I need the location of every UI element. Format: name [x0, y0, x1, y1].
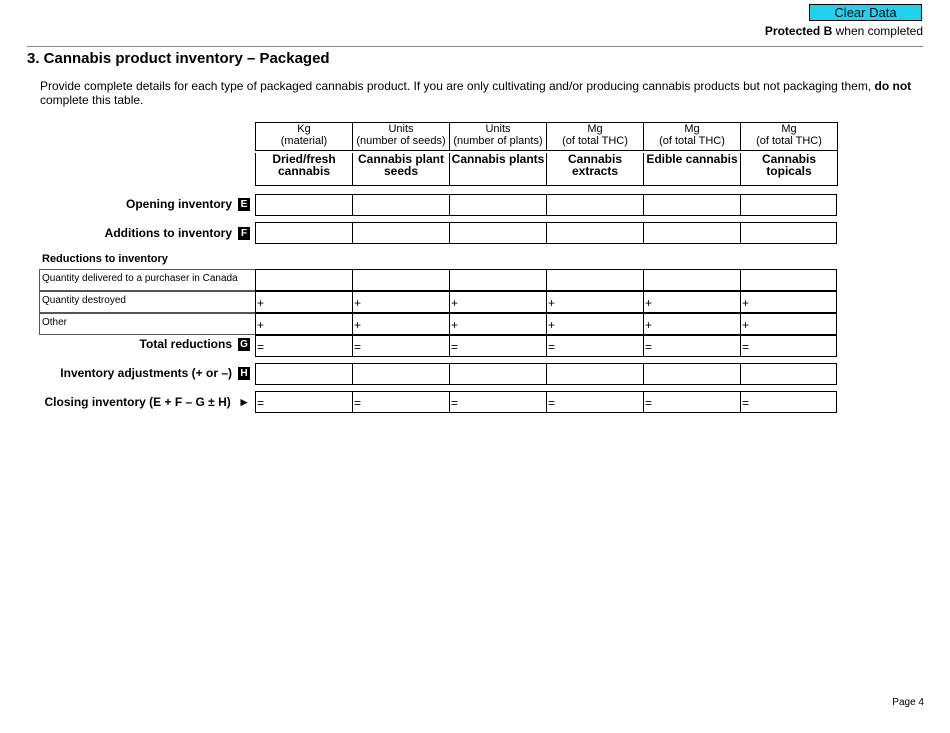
opening-input-3[interactable] — [449, 194, 547, 216]
badge-h: H — [238, 367, 250, 380]
delivered-input-5[interactable] — [643, 269, 741, 291]
column-name-line2: cannabis — [277, 164, 331, 178]
operator-sign: + — [548, 296, 556, 310]
column-unit: Kg — [297, 123, 311, 135]
delivered-input-6[interactable] — [740, 269, 837, 291]
opening-inventory-label — [126, 197, 250, 211]
column-unit: Units — [388, 123, 414, 135]
delivered-label: Quantity delivered to a purchaser in Canada — [39, 269, 256, 291]
column-name-header — [352, 153, 449, 186]
opening-input-4[interactable] — [546, 194, 644, 216]
operator-sign: = — [451, 340, 459, 354]
operator-sign: + — [548, 318, 556, 332]
operator-sign: + — [451, 296, 459, 310]
other-input-2[interactable] — [352, 313, 450, 335]
operator-sign: + — [645, 296, 653, 310]
page-number: Page 4 — [892, 697, 924, 708]
destroyed-input-6[interactable] — [740, 291, 837, 313]
other-label: Other — [39, 313, 256, 335]
column-unit-note: (number of seeds) — [356, 135, 446, 147]
adjustments-label — [60, 366, 250, 380]
operator-sign: = — [548, 396, 556, 410]
column-name-line1: Cannabis plant — [357, 152, 444, 166]
column-name-line1: Cannabis extracts — [567, 152, 622, 178]
operator-sign: = — [742, 396, 750, 410]
closing-input-5[interactable] — [643, 391, 741, 413]
adjustments-text: Inventory adjustments (+ or –) — [60, 366, 232, 380]
destroyed-input-2[interactable] — [352, 291, 450, 313]
section-intro — [40, 79, 920, 107]
intro-bold: do not — [874, 79, 912, 93]
total-reductions-input-4[interactable] — [546, 335, 644, 357]
column-unit-note: (of total THC) — [562, 135, 628, 147]
column-unit-note: (number of plants) — [453, 135, 543, 147]
column-unit: Mg — [781, 123, 797, 135]
adjustments-input-6[interactable] — [740, 363, 837, 385]
badge-g: G — [238, 338, 250, 351]
column-unit-header — [255, 123, 352, 150]
total-reductions-input-2[interactable] — [352, 335, 450, 357]
operator-sign: = — [451, 396, 459, 410]
delivered-input-2[interactable] — [352, 269, 450, 291]
additions-inventory-text: Additions to inventory — [104, 226, 232, 240]
operator-sign: = — [742, 340, 750, 354]
operator-sign: = — [257, 340, 265, 354]
column-unit-header — [740, 123, 837, 150]
closing-input-3[interactable] — [449, 391, 547, 413]
additions-input-1[interactable] — [255, 222, 353, 244]
operator-sign: = — [645, 396, 653, 410]
column-unit-header — [546, 123, 643, 150]
column-name-header — [255, 153, 352, 186]
reductions-heading: Reductions to inventory — [42, 253, 168, 265]
column-name-line1: Cannabis topicals — [761, 152, 816, 178]
column-name-line2: seeds — [383, 164, 419, 178]
column-unit: Mg — [684, 123, 700, 135]
delivered-input-4[interactable] — [546, 269, 644, 291]
header-divider — [27, 46, 923, 47]
protected-note: when completed — [835, 24, 923, 38]
closing-input-4[interactable] — [546, 391, 644, 413]
opening-input-1[interactable] — [255, 194, 353, 216]
additions-input-3[interactable] — [449, 222, 547, 244]
intro-text: Provide complete details for each type of packaged cannabis product. If you are only cultivating and/or producing cannabis products but not packaging them, — [40, 79, 872, 93]
column-name-line1: Dried/fresh — [272, 152, 336, 166]
opening-input-6[interactable] — [740, 194, 837, 216]
delivered-input-3[interactable] — [449, 269, 547, 291]
destroyed-label: Quantity destroyed — [39, 291, 256, 313]
closing-inventory-text: Closing inventory (E + F – G ± H) — [44, 395, 231, 409]
closing-input-1[interactable] — [255, 391, 353, 413]
other-input-1[interactable] — [255, 313, 353, 335]
total-reductions-text: Total reductions — [139, 337, 232, 351]
destroyed-input-1[interactable] — [255, 291, 353, 313]
column-unit-header — [449, 123, 546, 150]
badge-f: F — [238, 227, 250, 240]
opening-inventory-text: Opening inventory — [125, 197, 232, 211]
column-unit: Mg — [587, 123, 603, 135]
protected-label: Protected B — [764, 24, 833, 38]
destroyed-input-4[interactable] — [546, 291, 644, 313]
column-unit-header — [643, 123, 740, 150]
other-input-4[interactable] — [546, 313, 644, 335]
column-name-header — [643, 153, 740, 186]
operator-sign: = — [257, 396, 265, 410]
destroyed-input-3[interactable] — [449, 291, 547, 313]
adjustments-input-2[interactable] — [352, 363, 450, 385]
column-name-header — [740, 153, 837, 186]
column-name-header — [546, 153, 643, 186]
column-name-line1: Edible cannabis — [646, 152, 738, 166]
total-reductions-input-6[interactable] — [740, 335, 837, 357]
column-name-header — [449, 153, 546, 186]
column-name-line1: Cannabis plants — [451, 152, 545, 166]
operator-sign: + — [354, 296, 362, 310]
delivered-input-1[interactable] — [255, 269, 353, 291]
operator-sign: + — [742, 318, 750, 332]
operator-sign: = — [548, 340, 556, 354]
other-input-3[interactable] — [449, 313, 547, 335]
operator-sign: = — [354, 396, 362, 410]
operator-sign: + — [645, 318, 653, 332]
clear-data-button[interactable]: Clear Data — [809, 4, 922, 21]
closing-arrow-icon: ► — [238, 395, 250, 409]
operator-sign: + — [742, 296, 750, 310]
total-reductions-input-1[interactable] — [255, 335, 353, 357]
total-reductions-input-3[interactable] — [449, 335, 547, 357]
additions-input-6[interactable] — [740, 222, 837, 244]
operator-sign: + — [257, 296, 265, 310]
operator-sign: = — [645, 340, 653, 354]
column-unit-note: (of total THC) — [756, 135, 822, 147]
opening-input-5[interactable] — [643, 194, 741, 216]
additions-input-4[interactable] — [546, 222, 644, 244]
additions-input-2[interactable] — [352, 222, 450, 244]
operator-sign: + — [451, 318, 459, 332]
column-unit-note: (of total THC) — [659, 135, 725, 147]
badge-e: E — [238, 198, 250, 211]
closing-input-6[interactable] — [740, 391, 837, 413]
total-reductions-input-5[interactable] — [643, 335, 741, 357]
operator-sign: + — [257, 318, 265, 332]
other-input-6[interactable] — [740, 313, 837, 335]
column-unit-note: (material) — [280, 135, 328, 147]
operator-sign: = — [354, 340, 362, 354]
other-input-5[interactable] — [643, 313, 741, 335]
additions-inventory-label — [105, 226, 250, 240]
protected-status — [765, 24, 923, 38]
destroyed-input-5[interactable] — [643, 291, 741, 313]
operator-sign: + — [354, 318, 362, 332]
intro-tail: complete this table. — [40, 93, 144, 107]
adjustments-input-4[interactable] — [546, 363, 644, 385]
column-header-divider — [255, 150, 838, 151]
opening-input-2[interactable] — [352, 194, 450, 216]
adjustments-input-1[interactable] — [255, 363, 353, 385]
column-unit: Units — [485, 123, 511, 135]
closing-inventory-label — [44, 395, 250, 409]
section-title: 3. Cannabis product inventory – Packaged — [27, 50, 330, 67]
total-reductions-label — [140, 337, 250, 351]
additions-input-5[interactable] — [643, 222, 741, 244]
adjustments-input-5[interactable] — [643, 363, 741, 385]
column-unit-header — [352, 123, 449, 150]
adjustments-input-3[interactable] — [449, 363, 547, 385]
closing-input-2[interactable] — [352, 391, 450, 413]
